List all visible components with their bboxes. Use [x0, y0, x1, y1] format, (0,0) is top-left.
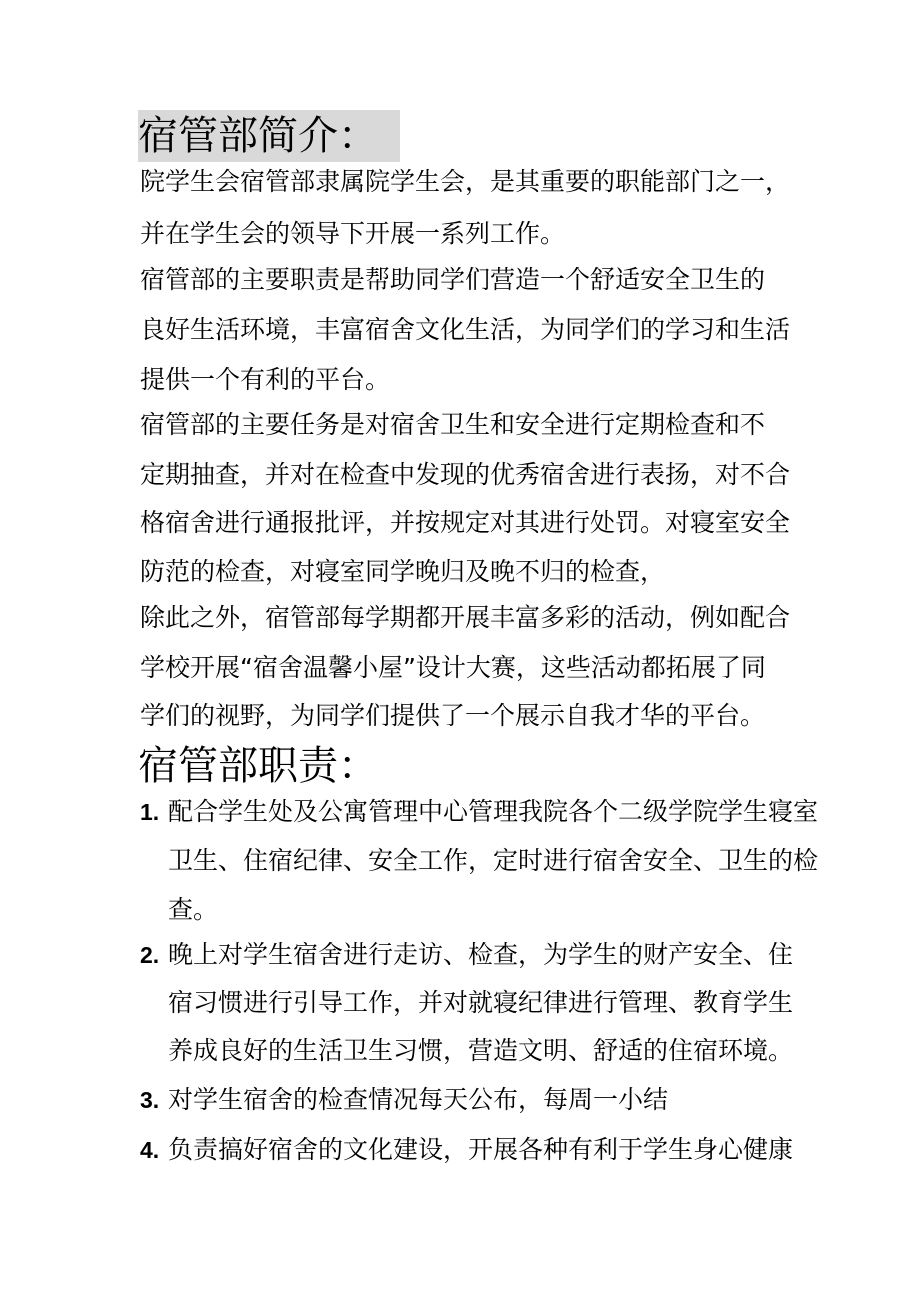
intro-p4-line1: 除此之外，宿管部每学期都开展丰富多彩的活动，例如配合 — [140, 603, 791, 632]
intro-p1-line2: 并在学生会的领导下开展一系列工作。 — [140, 219, 566, 248]
intro-p1-line1: 院学生会宿管部隶属院学生会，是其重要的职能部门之一， — [140, 167, 791, 196]
duty-3-number: 3. — [140, 1087, 160, 1113]
duty-2-number: 2. — [140, 942, 160, 968]
duty-1-line3: 查。 — [168, 895, 219, 924]
intro-p2-line2: 良好生活环境，丰富宿舍文化生活，为同学们的学习和生活 — [140, 315, 791, 344]
intro-p3-line1: 宿管部的主要任务是对宿舍卫生和安全进行定期检查和不 — [140, 410, 766, 439]
intro-p3-line2: 定期抽查，并对在检查中发现的优秀宿舍进行表扬，对不合 — [140, 460, 791, 489]
intro-heading: 宿管部简介： — [138, 110, 400, 162]
duty-1-line1: 配合学生处及公寓管理中心管理我院各个二级学院学生寝室 — [168, 797, 819, 826]
intro-p3-line3: 格宿舍进行通报批评，并按规定对其进行处罚。对寝室安全 — [140, 508, 791, 537]
duty-4-line1: 负责搞好宿舍的文化建设，开展各种有利于学生身心健康 — [168, 1135, 794, 1164]
intro-p4-line2: 学校开展“宿舍温馨小屋”设计大赛，这些活动都拓展了同 — [140, 653, 766, 682]
duty-1-line2: 卫生、住宿纪律、安全工作，定时进行宿舍安全、卫生的检 — [168, 846, 819, 875]
duty-2-line2: 宿习惯进行引导工作，并对就寝纪律进行管理、教育学生 — [168, 988, 794, 1017]
intro-p3-line4: 防范的检查，对寝室同学晚归及晚不归的检查， — [140, 557, 666, 586]
duties-heading: 宿管部职责： — [138, 743, 378, 789]
intro-p2-line1: 宿管部的主要职责是帮助同学们营造一个舒适安全卫生的 — [140, 265, 766, 294]
duty-3-line1: 对学生宿舍的检查情况每天公布，每周一小结 — [168, 1085, 669, 1114]
duty-4-number: 4. — [140, 1137, 160, 1163]
intro-p2-line3: 提供一个有利的平台。 — [140, 365, 391, 394]
intro-p4-line3: 学们的视野，为同学们提供了一个展示自我才华的平台。 — [140, 701, 766, 730]
duty-2-line1: 晚上对学生宿舍进行走访、检查，为学生的财产安全、住 — [168, 940, 794, 969]
duty-2-line3: 养成良好的生活卫生习惯，营造文明、舒适的住宿环境。 — [168, 1036, 794, 1065]
duty-1-number: 1. — [140, 799, 160, 825]
